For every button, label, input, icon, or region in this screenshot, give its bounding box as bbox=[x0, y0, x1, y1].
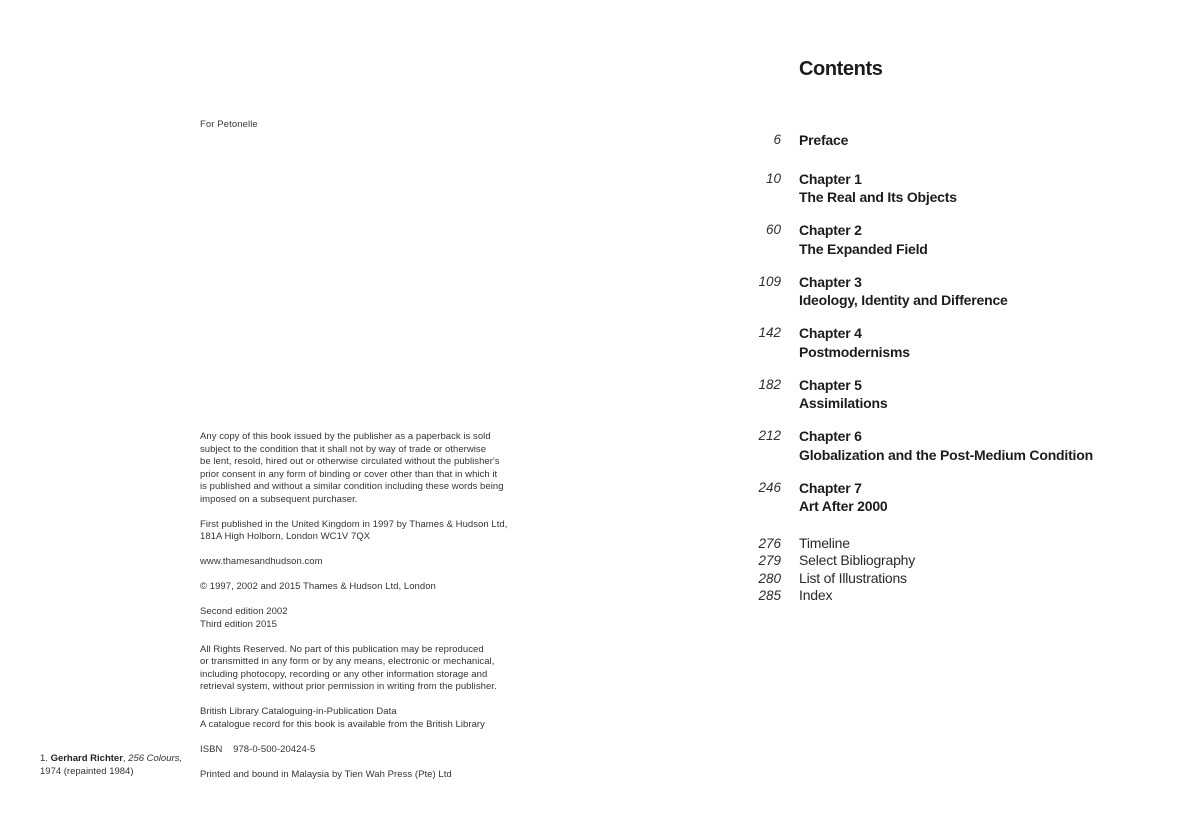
toc-entry-chapter-4 bbox=[749, 324, 1129, 361]
imprint-line: A catalogue record for this book is available from the British Library bbox=[200, 718, 485, 730]
imprint-line: First published in the United Kingdom in 1997 by Thames & Hudson Ltd, bbox=[200, 518, 508, 530]
figure-caption-line2: 1974 (repainted 1984) bbox=[40, 765, 134, 777]
toc-page-number: 246 bbox=[758, 479, 781, 495]
contents-heading: Contents bbox=[799, 58, 883, 80]
caption-separator: , bbox=[122, 753, 129, 764]
toc-title: Chapter 2 bbox=[799, 222, 862, 238]
copyright-block bbox=[200, 581, 510, 594]
toc-entry-index bbox=[749, 587, 1129, 605]
publisher-url-text: www.thamesandhudson.com bbox=[200, 556, 323, 568]
isbn-text: ISBN 978-0-500-20424-5 bbox=[200, 743, 316, 755]
toc-label bbox=[799, 376, 887, 413]
toc-subtitle: Assimilations bbox=[799, 395, 888, 411]
toc-label bbox=[799, 273, 1008, 310]
toc-subtitle: Art After 2000 bbox=[799, 498, 888, 514]
toc-title: Select Bibliography bbox=[799, 552, 916, 568]
dedication-text: For Petonelle bbox=[200, 119, 258, 130]
toc-title: List of Illustrations bbox=[799, 569, 907, 586]
artwork-title: 256 Colours, bbox=[128, 753, 183, 764]
toc-page-number: 60 bbox=[765, 222, 781, 237]
toc-label bbox=[799, 324, 910, 361]
toc-subtitle: The Expanded Field bbox=[799, 240, 928, 257]
toc-page-number: 212 bbox=[758, 428, 781, 443]
toc-page-number: 109 bbox=[758, 273, 781, 289]
toc-label bbox=[799, 131, 848, 150]
toc-entry-preface bbox=[749, 131, 1129, 150]
toc-title: Chapter 7 bbox=[799, 479, 862, 496]
toc-label bbox=[799, 570, 907, 588]
toc-subtitle: Postmodernisms bbox=[799, 343, 910, 360]
figure-caption bbox=[40, 753, 182, 779]
imprint-line: be lent, resold, hired out or otherwise circulated without the publisher's bbox=[200, 456, 500, 468]
first-published-block bbox=[200, 519, 510, 544]
toc-page-number: 6 bbox=[773, 132, 781, 147]
imprint-line: Any copy of this book issued by the publisher as a paperback is sold bbox=[200, 431, 491, 442]
imprint-column bbox=[200, 431, 510, 781]
imprint-line: subject to the condition that it shall not by way of trade or otherwise bbox=[200, 443, 487, 455]
copyright-line: © 1997, 2002 and 2015 Thames & Hudson Ltd, London bbox=[200, 581, 436, 593]
toc-page-number: 10 bbox=[765, 170, 781, 186]
publisher-url-block bbox=[200, 556, 510, 569]
toc-title: Chapter 5 bbox=[799, 376, 862, 393]
isbn-block bbox=[200, 744, 510, 757]
toc-title: Chapter 1 bbox=[799, 170, 862, 187]
toc-page-number: 276 bbox=[758, 535, 781, 551]
toc-entry-chapter-5 bbox=[749, 376, 1129, 413]
toc-entry-chapter-1 bbox=[749, 170, 1129, 207]
imprint-line: British Library Cataloguing-in-Publication Data bbox=[200, 706, 397, 718]
paperback-notice-block bbox=[200, 431, 510, 507]
toc-entry-chapter-3 bbox=[749, 273, 1129, 310]
toc-page-number: 285 bbox=[758, 588, 781, 603]
toc-subtitle: Globalization and the Post-Medium Condition bbox=[799, 446, 1093, 463]
toc-label bbox=[799, 552, 915, 570]
toc-title: Chapter 4 bbox=[799, 325, 862, 341]
toc-title: Chapter 6 bbox=[799, 428, 862, 444]
imprint-line: imposed on a subsequent purchaser. bbox=[200, 493, 358, 505]
toc-entry-chapter-7 bbox=[749, 479, 1129, 516]
toc-page-number: 280 bbox=[758, 570, 781, 586]
toc-label bbox=[799, 479, 888, 516]
imprint-line: Third edition 2015 bbox=[200, 618, 277, 630]
toc-page-number: 142 bbox=[758, 325, 781, 340]
toc-label bbox=[799, 427, 1093, 464]
table-of-contents bbox=[749, 131, 1129, 605]
toc-entry-list-of-illustrations bbox=[749, 570, 1129, 588]
toc-entry-chapter-2 bbox=[749, 221, 1129, 258]
imprint-line: retrieval system, without prior permission in writing from the publisher. bbox=[200, 681, 497, 693]
toc-title: Preface bbox=[799, 132, 849, 148]
figure-number: 1. bbox=[40, 753, 51, 764]
editions-block bbox=[200, 606, 510, 631]
toc-entry-select-bibliography bbox=[749, 552, 1129, 570]
rights-reserved-block bbox=[200, 644, 510, 694]
imprint-line: All Rights Reserved. No part of this publication may be reproduced bbox=[200, 643, 484, 655]
imprint-line: is published and without a similar condition including these words being bbox=[200, 481, 504, 493]
toc-label bbox=[799, 221, 928, 258]
toc-label bbox=[799, 535, 850, 553]
printer-text: Printed and bound in Malaysia by Tien Wah Press (Pte) Ltd bbox=[200, 768, 452, 780]
toc-title: Chapter 3 bbox=[799, 273, 862, 290]
toc-subtitle: Ideology, Identity and Difference bbox=[799, 292, 1008, 308]
toc-title: Timeline bbox=[799, 534, 850, 551]
toc-page-number: 279 bbox=[758, 553, 781, 568]
toc-page-number: 182 bbox=[758, 376, 781, 392]
figure-caption-line1 bbox=[40, 753, 182, 766]
toc-label bbox=[799, 170, 957, 207]
printer-block bbox=[200, 769, 510, 782]
british-library-block bbox=[200, 706, 510, 731]
toc-entry-chapter-6 bbox=[749, 427, 1129, 464]
toc-label bbox=[799, 587, 832, 605]
toc-entry-timeline bbox=[749, 535, 1129, 553]
imprint-line: 181A High Holborn, London WC1V 7QX bbox=[200, 531, 371, 543]
imprint-line: Second edition 2002 bbox=[200, 606, 288, 618]
artist-name: Gerhard Richter bbox=[50, 753, 123, 764]
imprint-line: or transmitted in any form or by any means, electronic or mechanical, bbox=[200, 656, 495, 668]
toc-subtitle: The Real and Its Objects bbox=[799, 189, 957, 205]
imprint-line: including photocopy, recording or any other information storage and bbox=[200, 668, 488, 680]
imprint-line: prior consent in any form of binding or cover other than that in which it bbox=[200, 468, 498, 480]
toc-title: Index bbox=[799, 587, 833, 603]
